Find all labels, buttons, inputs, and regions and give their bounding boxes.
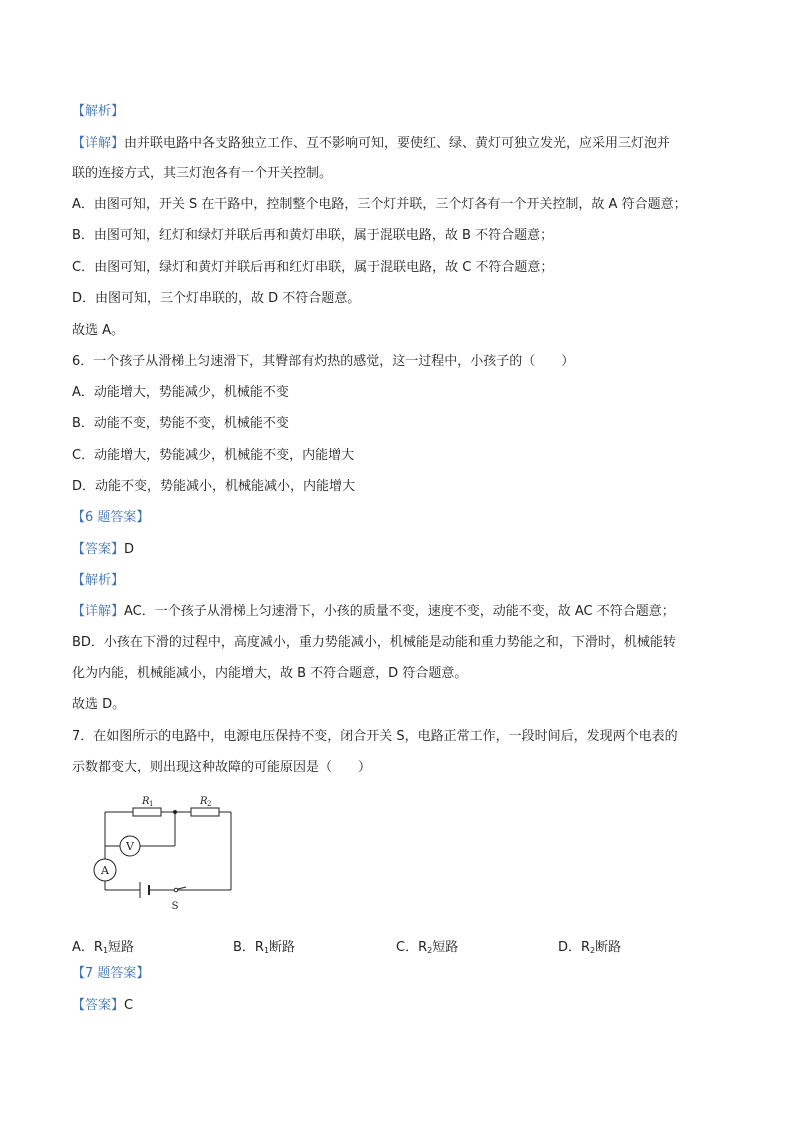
switch-contact xyxy=(174,888,178,892)
question-6-option-b: B．动能不变，势能不变，机械能不变 xyxy=(72,416,289,431)
question-7-answer xyxy=(72,998,133,1014)
question-6-detail-line: 化为内能，机械能减小，内能增大，故 B 不符合题意，D 符合题意。 xyxy=(72,666,468,681)
question-6-answer-title: 【6 题答案】 xyxy=(72,510,150,525)
answer-tag: 【答案】 xyxy=(72,998,125,1013)
question-6-answer xyxy=(72,542,134,558)
question-7-answer-title: 【7 题答案】 xyxy=(72,966,150,981)
explanation-a: A．由图可知，开关 S 在干路中，控制整个电路，三个灯并联，三个灯各有一个开关控制，故 A 符合题意； xyxy=(72,197,687,212)
explanation-b: B．由图可知，红灯和绿灯并联后再和黄灯串联，属于混联电路，故 B 不符合题意； xyxy=(72,228,554,243)
question-7-options xyxy=(72,936,712,954)
detail-text: AC．一个孩子从滑梯上匀速滑下，小孩的质量不变，速度不变，动能不变，故 AC 不符合题意； xyxy=(124,604,675,619)
question-6-stem: 6．一个孩子从滑梯上匀速滑下，其臀部有灼热的感觉，这一过程中，小孩子的（ ） xyxy=(72,354,575,369)
answer-value: C xyxy=(124,998,134,1013)
detail-tag: 【详解】 xyxy=(72,136,125,151)
r2-label: R xyxy=(200,796,208,807)
detail-line xyxy=(72,136,670,152)
resistor-r1 xyxy=(133,808,161,816)
analysis-heading: 【解析】 xyxy=(72,104,125,119)
resistor-r2 xyxy=(191,808,219,816)
question-6-option-a: A．动能增大，势能减少，机械能不变 xyxy=(72,385,289,400)
question-6-option-d: D．动能不变，势能减小，机械能减小，内能增大 xyxy=(72,479,356,494)
r1-subscript: 1 xyxy=(149,800,154,808)
question-7-option-c: C．$R_2$短路 xyxy=(396,940,459,955)
question-6-conclusion: 故选 D。 xyxy=(72,697,126,712)
question-7-stem: 示数都变大，则出现这种故障的可能原因是（ ） xyxy=(72,760,372,775)
question-7-option-d: D．$R_2$断路 xyxy=(558,940,622,955)
junction-dot xyxy=(173,810,177,814)
r1-label: R xyxy=(142,796,150,807)
switch-lever xyxy=(178,887,186,889)
answer-tag: 【答案】 xyxy=(72,542,125,557)
explanation-c: C．由图可知，绿灯和黄灯并联后再和红灯串联，属于混联电路，故 C 不符合题意； xyxy=(72,260,554,275)
ammeter-label: A xyxy=(101,864,109,877)
voltmeter-label: V xyxy=(126,840,134,853)
question-7-stem: 7．在如图所示的电路中，电源电压保持不变，闭合开关 S，电路正常工作，一段时间后，发现两个电表的 xyxy=(72,729,678,744)
question-7-option-a: A．$R_1$短路 xyxy=(72,940,135,955)
circuit-diagram xyxy=(88,790,248,920)
question-6-analysis-heading: 【解析】 xyxy=(72,573,125,588)
answer-value: D xyxy=(124,542,135,557)
question-7-option-b: B．$R_1$断路 xyxy=(233,940,296,955)
detail-tag: 【详解】 xyxy=(72,604,125,619)
question-6-detail-line: BD．小孩在下滑的过程中，高度减小，重力势能减小，机械能是动能和重力势能之和，下滑时，机械能转 xyxy=(72,635,676,650)
question-6-option-c: C．动能增大，势能减少，机械能不变，内能增大 xyxy=(72,448,355,463)
switch-label: S xyxy=(171,901,179,912)
detail-line: 联的连接方式，其三灯泡各有一个开关控制。 xyxy=(72,166,333,181)
question-6-detail-line xyxy=(72,604,675,620)
explanation-d: D．由图可知，三个灯串联的，故 D 不符合题意。 xyxy=(72,291,361,306)
detail-text: 由并联电路中各支路独立工作、互不影响可知，要使红、绿、黄灯可独立发光，应采用三灯泡并 xyxy=(124,136,671,151)
r2-subscript: 2 xyxy=(207,800,212,808)
conclusion: 故选 A。 xyxy=(72,323,125,338)
